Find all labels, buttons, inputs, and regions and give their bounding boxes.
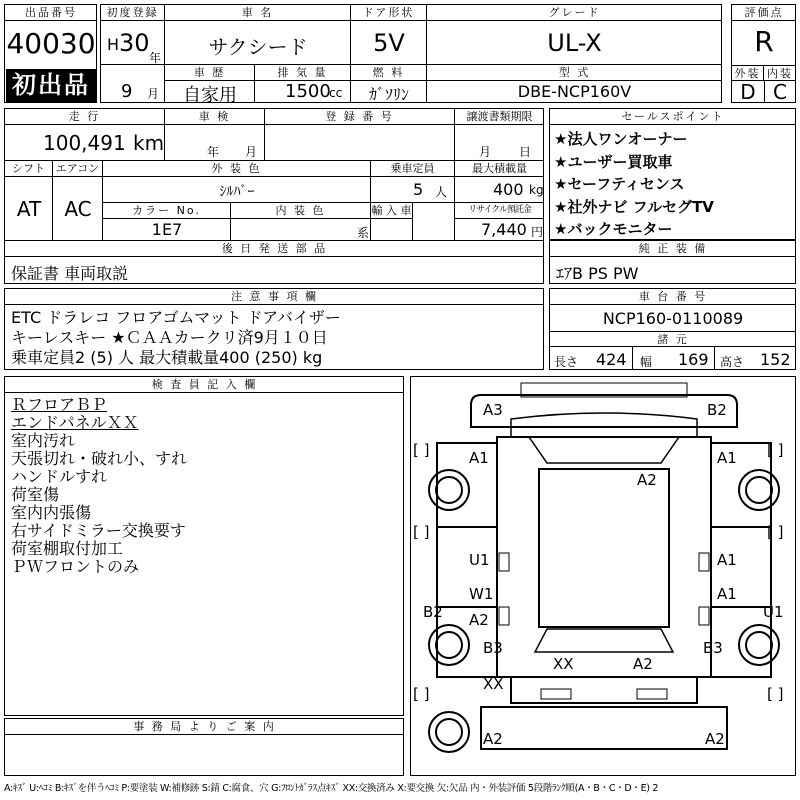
int-label: 内装	[764, 65, 796, 81]
inspector-line: 荷室棚取付加工	[11, 539, 124, 558]
damage-mark: W1	[469, 585, 494, 603]
intcolor-cell	[231, 219, 371, 241]
inspector-line: 右サイドミラー交換要す	[11, 521, 186, 540]
disp-unit: cc	[329, 86, 343, 100]
history-label: 車 歴	[165, 65, 255, 81]
later-items: 保証書 車両取説	[11, 264, 129, 283]
sales-item: ★バックモニター	[554, 220, 673, 238]
inspector-lines	[11, 396, 187, 576]
mileage-cell	[5, 125, 165, 161]
bracket-mark: [ ]	[413, 685, 430, 703]
capacity-cell	[371, 177, 455, 203]
score-label: 評価点	[732, 5, 796, 21]
bracket-mark: [ ]	[767, 685, 784, 703]
sales-item: ★社外ナビ フルセグTV	[554, 197, 714, 216]
sales-item: ★ユーザー買取車	[554, 152, 673, 171]
model-label: 型 式	[427, 65, 722, 81]
width-label: 幅	[640, 355, 653, 369]
int-color-unit: 系	[357, 226, 370, 240]
color-label: 外 装 色	[103, 161, 371, 177]
inspection-label: 車 検	[165, 109, 265, 125]
color: ｼﾙﾊﾞｰ	[219, 184, 255, 200]
capacity-unit: 人	[435, 185, 448, 199]
damage-mark: A2	[483, 730, 503, 748]
notes-line: キーレスキー ★ＣＡＡカークリ済9月１０日	[11, 328, 328, 347]
door-type: 5V	[373, 29, 405, 57]
mileage: 100,491	[43, 131, 126, 155]
history: 自家用	[183, 85, 237, 106]
transfer-cell	[455, 125, 544, 161]
damage-mark: XX	[553, 655, 574, 673]
tr-month-unit: 月	[479, 145, 492, 159]
colorno-label: カラー No.	[103, 203, 231, 219]
reg-year-cell	[101, 21, 165, 65]
score: R	[754, 25, 774, 58]
inspector-line: 室内汚れ	[11, 431, 76, 450]
reg-era: H	[107, 35, 120, 54]
month-unit: 月	[147, 87, 160, 101]
bracket-mark: [ ]	[413, 523, 430, 541]
car-name: サクシード	[208, 35, 308, 59]
recycle: 7,440	[481, 220, 527, 239]
score-box	[731, 4, 796, 103]
year-unit: 年	[149, 51, 162, 65]
damage-mark: A1	[717, 449, 737, 467]
height-label: 高さ	[720, 355, 745, 369]
recycle-label: リサイクル預託金	[455, 203, 544, 219]
mileage-unit: km	[133, 131, 165, 155]
inspector-label: 検 査 員 記 入 欄	[5, 377, 404, 393]
shift-cell	[5, 177, 53, 241]
load-unit: kg	[529, 183, 544, 197]
bracket-mark: [ ]	[767, 441, 784, 459]
shift-label: シフト	[5, 161, 53, 177]
fuel-label: 燃 料	[351, 65, 427, 81]
capacity-label: 乗車定員	[371, 161, 455, 177]
notes-box	[4, 288, 544, 370]
damage-mark: B3	[483, 639, 503, 657]
reg-month: 9	[121, 81, 133, 102]
disp-label: 排 気 量	[255, 65, 351, 81]
damage-mark: A2	[705, 730, 725, 748]
name-label: 車 名	[165, 5, 351, 21]
disp-cell	[255, 81, 351, 103]
reg-month-cell	[101, 65, 165, 103]
bracket-mark: [ ]	[413, 441, 430, 459]
reg-year: 30	[119, 29, 150, 57]
grade-cell	[427, 21, 722, 65]
equipment-label: 純 正 装 備	[550, 241, 796, 257]
sales-box	[549, 108, 796, 240]
import-label: 輸 入 車	[371, 204, 412, 217]
car-outline-svg	[411, 377, 797, 777]
inspector-line: 室内内張傷	[11, 503, 92, 522]
colorno-cell	[103, 219, 231, 241]
lot-box	[4, 4, 97, 103]
load: 400	[493, 180, 524, 199]
office-label: 事 務 局 よ り ご 案 内	[5, 719, 404, 735]
ext-label: 外装	[732, 65, 764, 81]
sales-label: セールスポイント	[550, 109, 796, 125]
model-code: DBE-NCP160V	[517, 82, 632, 101]
damage-mark: A2	[633, 655, 653, 673]
damage-mark: B3	[703, 639, 723, 657]
car-name-cell	[165, 21, 351, 65]
inspector-line: エンドパネルＸＸ	[11, 413, 139, 432]
damage-mark: B2	[707, 401, 727, 419]
equipment-box	[549, 240, 796, 284]
damage-mark: B2	[423, 603, 443, 621]
plate-cell	[265, 125, 455, 161]
load-label: 最大積載量	[455, 161, 544, 177]
transfer-label: 譲渡書類期限	[455, 109, 544, 125]
damage-mark: A2	[469, 611, 489, 629]
chassis-box	[549, 288, 796, 370]
import-cell	[371, 219, 413, 241]
inspection-cell	[165, 125, 265, 161]
int-grade: C	[773, 80, 787, 104]
damage-mark: A2	[637, 471, 657, 489]
color-cell	[103, 177, 371, 203]
capacity: 5	[413, 180, 424, 199]
bracket-mark: [ ]	[767, 523, 784, 541]
ac: AC	[64, 197, 92, 221]
model-cell	[427, 81, 722, 103]
length-label: 長さ	[554, 355, 579, 369]
intcolor-label: 内 装 色	[231, 203, 371, 219]
sales-item: ★法人ワンオーナー	[554, 130, 688, 148]
ext-grade: D	[740, 80, 756, 104]
damage-mark: A1	[469, 449, 489, 467]
notes-label: 注 意 事 項 欄	[5, 289, 544, 305]
reg-label: 初度登録	[101, 5, 165, 21]
sales-list	[554, 128, 714, 241]
grade-label: グレード	[427, 5, 722, 21]
office-box	[4, 718, 404, 776]
ac-label: エアコン	[53, 161, 103, 177]
chassis-label: 車 台 番 号	[550, 289, 796, 305]
inspector-box	[4, 376, 404, 716]
plate-label: 登 録 番 号	[265, 109, 455, 125]
import-cell-2	[413, 203, 455, 241]
shift: AT	[16, 197, 42, 221]
lot-label: 出品番号	[5, 5, 97, 21]
damage-mark: A3	[483, 401, 503, 419]
insp-year-unit: 年	[207, 145, 220, 159]
insp-month-unit: 月	[245, 145, 258, 159]
inspector-line: ハンドルすれ	[11, 467, 108, 486]
recycle-unit: 円	[531, 225, 544, 239]
later-label: 後 日 発 送 部 品	[5, 241, 544, 257]
damage-mark: A1	[717, 585, 737, 603]
ac-cell	[53, 177, 103, 241]
notes-line: 乗車定員2 (5) 人 最大積載量400 (250) kg	[11, 348, 323, 367]
displacement: 1500	[285, 81, 331, 102]
history-cell	[165, 81, 255, 106]
lot-number: 40030	[6, 27, 96, 60]
legend-text: A:ｷｽﾞ U:ﾍｺﾐ B:ｷｽﾞを伴うﾍｺﾐ P:要塗装 W:補修跡 S:錆 C:腐食、穴 G:ﾌﾛﾝﾄｶﾞﾗｽ点ｷｽﾞ XX:交換済み X:要交換 欠:欠品 内・外装評価 5段階ﾗﾝｸ順(A・B・C・D・E) 2	[4, 783, 659, 794]
door-cell	[351, 21, 427, 65]
door-label: ドア形状	[351, 5, 427, 21]
inspector-line: 天張切れ・破れ小、すれ	[11, 449, 188, 468]
notes-line: ETC ドラレコ フロアゴムマット ドアバイザー	[11, 308, 341, 327]
inspector-line: ＲフロアＢＰ	[11, 395, 108, 414]
fuel: ｶﾞｿﾘﾝ	[368, 85, 409, 104]
color-no: 1E7	[151, 220, 183, 239]
recycle-cell	[455, 219, 544, 241]
car-diagram	[410, 376, 796, 776]
detail-table	[4, 108, 544, 284]
damage-mark: U1	[763, 603, 784, 621]
load-cell	[455, 177, 544, 203]
chassis-number: NCP160-0110089	[602, 309, 744, 328]
damage-mark: U1	[469, 551, 490, 569]
height: 152	[760, 350, 791, 369]
inspector-line: 荷室傷	[11, 485, 60, 504]
notes-lines	[11, 308, 341, 368]
header-table	[100, 4, 722, 106]
spec-label: 諸 元	[550, 331, 796, 347]
equipment-value: ｴｱB PS PW	[556, 264, 639, 283]
fuel-cell	[351, 81, 427, 103]
damage-mark: A1	[717, 551, 737, 569]
grade: UL-X	[547, 29, 602, 57]
inspector-line: ＰＷフロントのみ	[11, 557, 140, 576]
width: 169	[678, 350, 709, 369]
tr-day-unit: 日	[519, 145, 532, 159]
length: 424	[596, 350, 627, 369]
mileage-label: 走 行	[5, 109, 165, 125]
sales-item: ★セーフティセンス	[554, 175, 685, 193]
damage-mark: XX	[483, 675, 504, 693]
first-listing-badge: 初出品	[6, 69, 96, 102]
